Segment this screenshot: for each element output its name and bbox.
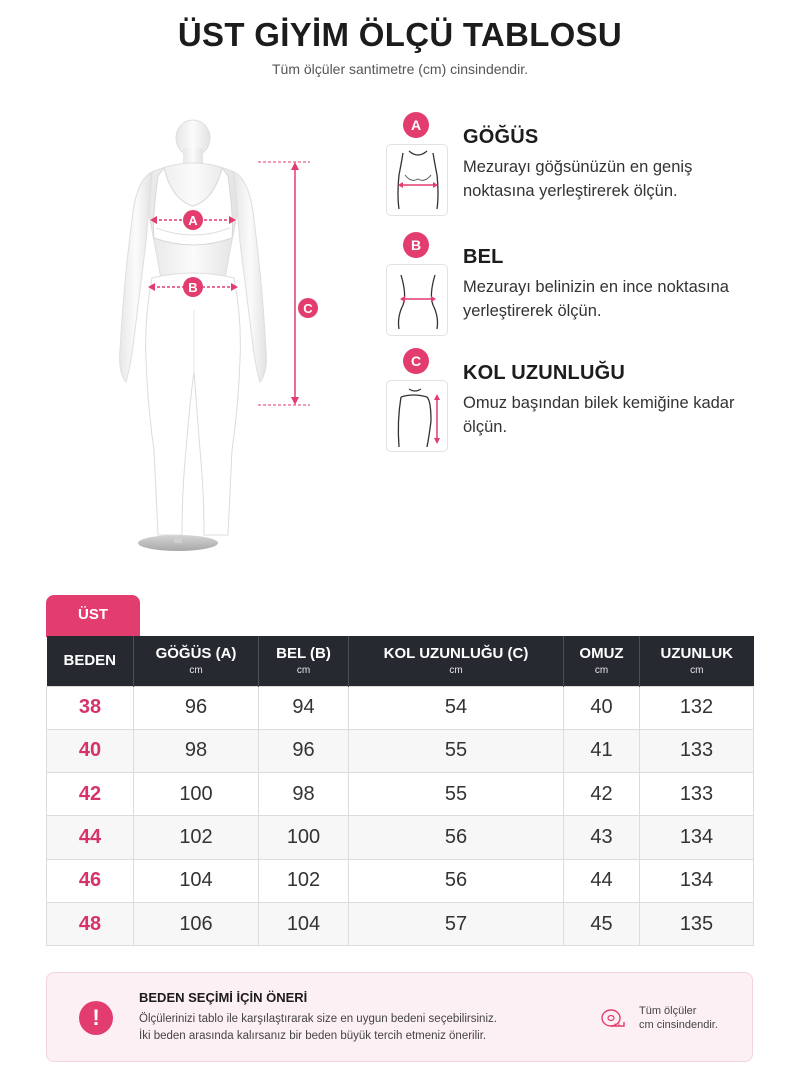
table-cell: 57 [349,902,564,945]
measurement-title-chest: GÖĞÜS [463,126,539,148]
table-row [47,816,754,859]
table-cell: 44 [564,859,640,902]
table-row [47,729,754,772]
measurement-title-waist: BEL [463,246,504,268]
table-row [47,859,754,902]
page-subtitle: Tüm ölçüler santimetre (cm) cinsindendir. [272,61,528,77]
table-cell: 102 [259,859,349,902]
column-label: GÖĞÜS (A) [155,645,237,663]
table-cell: 94 [259,686,349,729]
measurement-description-chest: Mezurayı göğsünüzün en geniş noktasına yerleştirerek ölçün. [463,158,693,200]
column-unit: cm [449,665,463,677]
size-tip-box [46,972,753,1062]
table-cell: 106 [134,902,259,945]
tip-note-line-2: cm cinsindendir. [639,1019,718,1031]
table-cell: 42 [564,773,640,816]
table-row [47,686,754,729]
measurement-letter-b: B [403,232,429,258]
column-header-bel [259,636,349,686]
alert-icon: ! [79,1001,113,1035]
table-cell: 54 [349,686,564,729]
table-cell: 55 [349,729,564,772]
column-label: OMUZ [579,645,624,663]
table-cell: 134 [640,859,754,902]
sleeve-measure-icon [386,380,448,452]
column-header-uzunluk [640,636,754,686]
table-cell: 133 [640,729,754,772]
page-title: ÜST GİYİM ÖLÇÜ TABLOSU [177,16,623,53]
column-unit: cm [189,665,203,677]
measuring-tape-icon [600,1005,626,1031]
measurement-letter-c: C [403,348,429,374]
marker-c-label: C [303,301,313,316]
column-header-gogus [134,636,259,686]
table-cell: 104 [259,902,349,945]
marker-b-label: B [188,280,198,295]
chest-measure-icon [386,144,448,216]
table-cell: 98 [259,773,349,816]
column-label: BEL (B) [276,645,331,663]
mannequin-illustration [100,110,330,560]
tip-line-2: İki beden arasında kalırsanız bir beden büyük tercih etmeniz önerilir. [139,1030,487,1042]
table-cell-size: 44 [47,816,134,859]
table-cell: 55 [349,773,564,816]
table-cell: 96 [134,686,259,729]
table-cell: 96 [259,729,349,772]
measurement-letter-a: A [403,112,429,138]
table-cell: 56 [349,816,564,859]
measurement-description-waist: Mezurayı belinizin en ince noktasına yerleştirerek ölçün. [463,278,729,320]
table-cell: 132 [640,686,754,729]
tip-line-1: Ölçülerinizi tablo ile karşılaştırarak size en uygun bedeni seçebilirsiniz. [139,1013,497,1025]
column-header-kol-uzunlugu [349,636,564,686]
mannequin-figure [100,110,330,560]
table-cell: 134 [640,816,754,859]
table-row [47,773,754,816]
marker-a-label: A [188,213,198,228]
table-cell-size: 46 [47,859,134,902]
tab-ust[interactable]: ÜST [46,595,140,637]
size-table [46,636,754,946]
table-header-row [47,636,754,686]
column-header-beden [47,636,134,686]
column-header-omuz [564,636,640,686]
measurement-title-sleeve: KOL UZUNLUĞU [463,362,626,384]
tip-title: BEDEN SEÇİMİ İÇİN ÖNERİ [139,990,308,1005]
table-cell: 100 [134,773,259,816]
column-unit: cm [594,665,609,677]
column-unit: cm [690,665,704,677]
table-cell: 102 [134,816,259,859]
table-cell: 100 [259,816,349,859]
waist-measure-icon [386,264,448,336]
table-cell: 104 [134,859,259,902]
table-cell: 40 [564,686,640,729]
table-cell: 135 [640,902,754,945]
tip-note-line-1: Tüm ölçüler [639,1005,697,1017]
column-label: BEDEN [63,652,116,670]
table-cell: 133 [640,773,754,816]
table-row [47,902,754,945]
table-cell: 43 [564,816,640,859]
column-label: KOL UZUNLUĞU (C) [383,645,529,663]
table-cell: 45 [564,902,640,945]
measurement-description-sleeve: Omuz başından bilek kemiğine kadar ölçün. [463,394,735,436]
table-cell: 98 [134,729,259,772]
table-cell-size: 38 [47,686,134,729]
table-cell-size: 42 [47,773,134,816]
table-cell: 41 [564,729,640,772]
table-cell-size: 40 [47,729,134,772]
table-cell-size: 48 [47,902,134,945]
column-label: UZUNLUK [660,645,733,663]
column-unit: cm [296,665,311,677]
table-cell: 56 [349,859,564,902]
